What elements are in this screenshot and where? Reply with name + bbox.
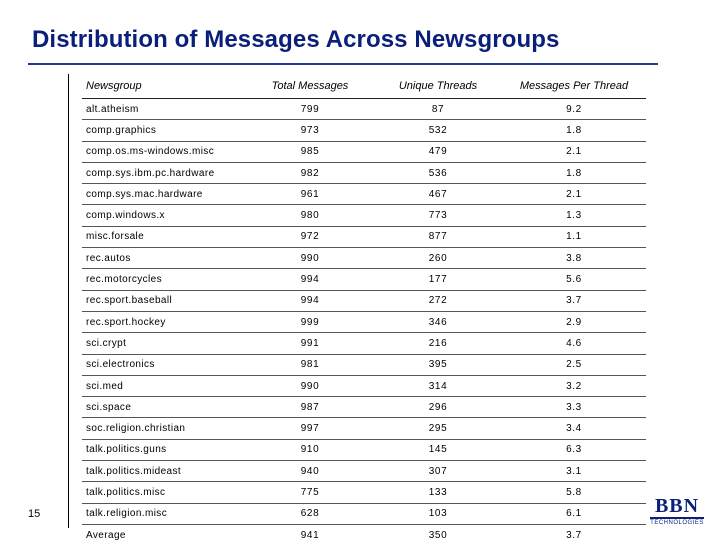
cell-newsgroup: sci.electronics xyxy=(82,354,246,375)
cell-total-messages: 990 xyxy=(246,375,374,396)
cell-total-messages: 997 xyxy=(246,418,374,439)
cell-total-messages: 961 xyxy=(246,184,374,205)
cell-messages-per-thread: 3.7 xyxy=(502,524,646,545)
cell-unique-threads: 296 xyxy=(374,397,502,418)
cell-unique-threads: 536 xyxy=(374,162,502,183)
cell-unique-threads: 145 xyxy=(374,439,502,460)
cell-messages-per-thread: 5.6 xyxy=(502,269,646,290)
table-row-average xyxy=(82,524,646,545)
cell-total-messages: 990 xyxy=(246,248,374,269)
cell-unique-threads: 877 xyxy=(374,226,502,247)
cell-unique-threads: 350 xyxy=(374,524,502,545)
slide-title: Distribution of Messages Across Newsgroups xyxy=(32,26,559,54)
column-header-total-messages: Total Messages xyxy=(246,74,374,99)
table-row xyxy=(82,99,646,120)
bbn-logo xyxy=(648,496,706,532)
cell-unique-threads: 395 xyxy=(374,354,502,375)
cell-total-messages: 799 xyxy=(246,99,374,120)
cell-unique-threads: 467 xyxy=(374,184,502,205)
cell-newsgroup: sci.space xyxy=(82,397,246,418)
cell-total-messages: 941 xyxy=(246,524,374,545)
logo-subtitle: TECHNOLOGIES xyxy=(648,520,706,526)
cell-total-messages: 991 xyxy=(246,333,374,354)
cell-messages-per-thread: 3.8 xyxy=(502,248,646,269)
cell-messages-per-thread: 2.1 xyxy=(502,184,646,205)
table-row xyxy=(82,162,646,183)
cell-total-messages: 972 xyxy=(246,226,374,247)
table-row xyxy=(82,503,646,524)
cell-newsgroup: comp.sys.ibm.pc.hardware xyxy=(82,162,246,183)
cell-unique-threads: 133 xyxy=(374,482,502,503)
cell-messages-per-thread: 4.6 xyxy=(502,333,646,354)
cell-newsgroup: talk.politics.guns xyxy=(82,439,246,460)
table-body xyxy=(82,99,646,545)
logo-divider xyxy=(650,517,704,519)
table-row xyxy=(82,248,646,269)
cell-total-messages: 985 xyxy=(246,141,374,162)
column-header-newsgroup: Newsgroup xyxy=(82,74,246,99)
cell-messages-per-thread: 6.3 xyxy=(502,439,646,460)
cell-total-messages: 994 xyxy=(246,290,374,311)
table-row xyxy=(82,375,646,396)
cell-newsgroup: rec.sport.hockey xyxy=(82,311,246,332)
cell-newsgroup: Average xyxy=(82,524,246,545)
cell-newsgroup: rec.sport.baseball xyxy=(82,290,246,311)
cell-unique-threads: 307 xyxy=(374,461,502,482)
table-row xyxy=(82,184,646,205)
column-header-unique-threads: Unique Threads xyxy=(374,74,502,99)
title-underline xyxy=(28,63,658,65)
cell-unique-threads: 532 xyxy=(374,120,502,141)
cell-total-messages: 987 xyxy=(246,397,374,418)
cell-unique-threads: 260 xyxy=(374,248,502,269)
table-row xyxy=(82,120,646,141)
cell-messages-per-thread: 1.8 xyxy=(502,162,646,183)
cell-messages-per-thread: 3.3 xyxy=(502,397,646,418)
cell-messages-per-thread: 6.1 xyxy=(502,503,646,524)
cell-newsgroup: talk.politics.mideast xyxy=(82,461,246,482)
cell-total-messages: 910 xyxy=(246,439,374,460)
cell-messages-per-thread: 3.7 xyxy=(502,290,646,311)
table-row xyxy=(82,482,646,503)
cell-messages-per-thread: 3.4 xyxy=(502,418,646,439)
cell-messages-per-thread: 1.1 xyxy=(502,226,646,247)
cell-newsgroup: sci.med xyxy=(82,375,246,396)
table-row xyxy=(82,333,646,354)
cell-unique-threads: 177 xyxy=(374,269,502,290)
cell-unique-threads: 314 xyxy=(374,375,502,396)
cell-total-messages: 994 xyxy=(246,269,374,290)
cell-unique-threads: 479 xyxy=(374,141,502,162)
table-row xyxy=(82,205,646,226)
cell-messages-per-thread: 2.5 xyxy=(502,354,646,375)
cell-messages-per-thread: 2.1 xyxy=(502,141,646,162)
cell-unique-threads: 295 xyxy=(374,418,502,439)
table-row xyxy=(82,461,646,482)
cell-newsgroup: rec.autos xyxy=(82,248,246,269)
cell-unique-threads: 272 xyxy=(374,290,502,311)
table-header-row xyxy=(82,74,646,99)
cell-total-messages: 775 xyxy=(246,482,374,503)
cell-total-messages: 999 xyxy=(246,311,374,332)
table-row xyxy=(82,397,646,418)
cell-messages-per-thread: 2.9 xyxy=(502,311,646,332)
table-row xyxy=(82,439,646,460)
table-row xyxy=(82,418,646,439)
cell-newsgroup: comp.sys.mac.hardware xyxy=(82,184,246,205)
cell-total-messages: 628 xyxy=(246,503,374,524)
cell-total-messages: 973 xyxy=(246,120,374,141)
cell-total-messages: 940 xyxy=(246,461,374,482)
cell-newsgroup: talk.politics.misc xyxy=(82,482,246,503)
cell-messages-per-thread: 3.2 xyxy=(502,375,646,396)
page-number: 15 xyxy=(28,508,40,520)
cell-newsgroup: comp.os.ms-windows.misc xyxy=(82,141,246,162)
cell-messages-per-thread: 1.3 xyxy=(502,205,646,226)
cell-total-messages: 982 xyxy=(246,162,374,183)
cell-unique-threads: 103 xyxy=(374,503,502,524)
cell-total-messages: 980 xyxy=(246,205,374,226)
logo-wordmark: BBN xyxy=(648,496,706,516)
table-row xyxy=(82,141,646,162)
cell-unique-threads: 87 xyxy=(374,99,502,120)
cell-messages-per-thread: 3.1 xyxy=(502,461,646,482)
cell-unique-threads: 773 xyxy=(374,205,502,226)
table-row xyxy=(82,354,646,375)
cell-unique-threads: 216 xyxy=(374,333,502,354)
column-header-messages-per-thread: Messages Per Thread xyxy=(502,74,646,99)
table-row xyxy=(82,269,646,290)
cell-messages-per-thread: 9.2 xyxy=(502,99,646,120)
cell-newsgroup: talk.religion.misc xyxy=(82,503,246,524)
cell-messages-per-thread: 1.8 xyxy=(502,120,646,141)
left-vertical-rule xyxy=(68,74,69,528)
cell-unique-threads: 346 xyxy=(374,311,502,332)
cell-newsgroup: soc.religion.christian xyxy=(82,418,246,439)
table-row xyxy=(82,226,646,247)
cell-newsgroup: alt.atheism xyxy=(82,99,246,120)
cell-messages-per-thread: 5.8 xyxy=(502,482,646,503)
cell-newsgroup: misc.forsale xyxy=(82,226,246,247)
cell-newsgroup: sci.crypt xyxy=(82,333,246,354)
newsgroup-table xyxy=(82,74,646,545)
table-row xyxy=(82,290,646,311)
table-row xyxy=(82,311,646,332)
cell-total-messages: 981 xyxy=(246,354,374,375)
cell-newsgroup: rec.motorcycles xyxy=(82,269,246,290)
cell-newsgroup: comp.graphics xyxy=(82,120,246,141)
cell-newsgroup: comp.windows.x xyxy=(82,205,246,226)
